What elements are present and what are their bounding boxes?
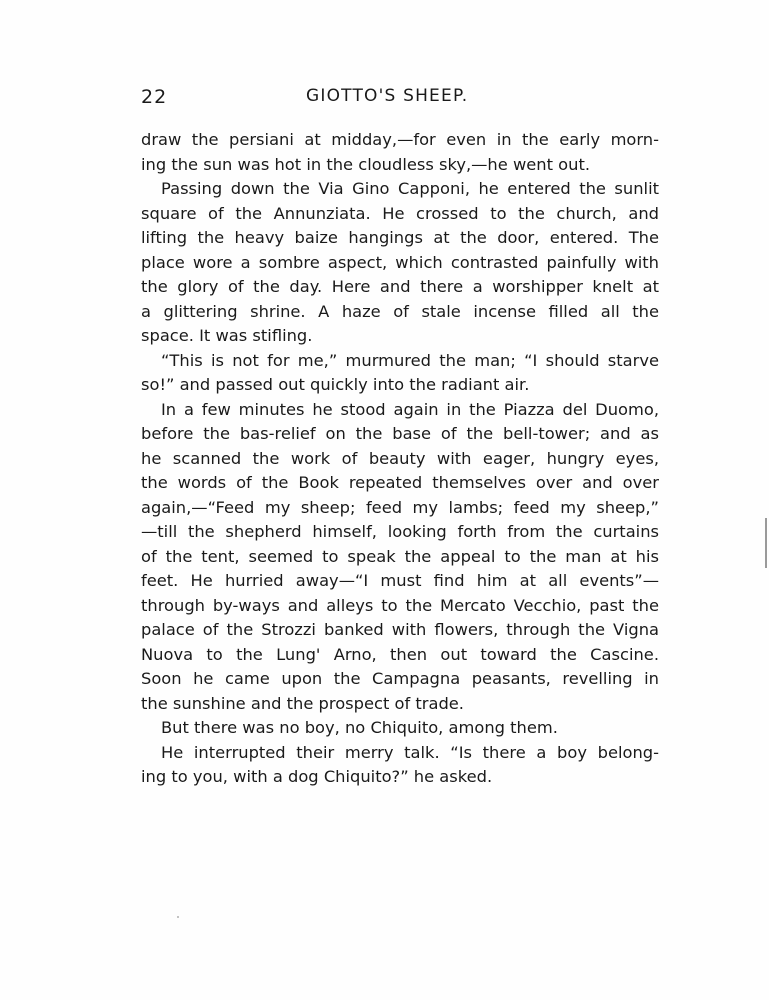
text-line: Nuova to the Lung' Arno, then out toward the Cascine. [141,644,659,664]
text-line: ing to you, with a dog Chiquito?” he asked. [141,767,493,786]
text-line: the words of the Book repeated themselves over and over [141,473,659,492]
paper-speck [177,916,179,918]
text-line: of the tent, seemed to speak the appeal to the man at his [141,546,659,566]
text-line: the sunshine and the prospect of trade. [141,693,464,713]
text-line: “This is not for me,” murmured the man; “I should starve [161,350,659,370]
text-line: He interrupted their merry talk. “Is there a boy belong- [161,742,659,762]
body-text [141,128,659,790]
text-line: space. It was stifling. [141,326,313,345]
text-line: through by-ways and alleys to the Mercato Vecchio, past the [141,595,659,615]
text-line: ing the sun was hot in the cloudless sky,—he went out. [141,154,590,174]
text-line: square of the Annunziata. He crossed to the church, and [141,203,659,223]
text-line: so!” and passed out quickly into the radiant air. [141,375,530,394]
text-line: Passing down the Via Gino Capponi, he entered the sunlit [161,179,659,198]
page-number: 22 [141,86,168,108]
text-line: again,—“Feed my sheep; feed my lambs; feed my sheep,” [141,497,659,517]
text-line: a glittering shrine. A haze of stale incense filled all the [141,301,659,321]
text-line: feet. He hurried away—“I must find him at all events”— [141,571,659,590]
text-line: place wore a sombre aspect, which contrasted painfully with [141,252,659,272]
text-line: lifting the heavy baize hangings at the door, entered. The [141,228,659,247]
text-line: But there was no boy, no Chiquito, among them. [161,718,558,737]
text-line: In a few minutes he stood again in the Piazza del Duomo, [161,399,659,419]
text-line: before the bas-relief on the base of the bell-tower; and as [141,424,659,443]
text-line: palace of the Strozzi banked with flowers, through the Vigna [141,620,659,639]
text-line: the glory of the day. Here and there a worshipper knelt at [141,277,659,296]
scan-edge-mark [765,518,767,568]
text-line: Soon he came upon the Campagna peasants, revelling in [141,669,659,688]
text-line: —till the shepherd himself, looking forth from the curtains [141,522,659,541]
text-line: he scanned the work of beauty with eager, hungry eyes, [141,448,659,468]
running-head: GIOTTO'S SHEEP. [306,86,469,106]
text-line: draw the persiani at midday,—for even in the early morn- [141,130,659,149]
